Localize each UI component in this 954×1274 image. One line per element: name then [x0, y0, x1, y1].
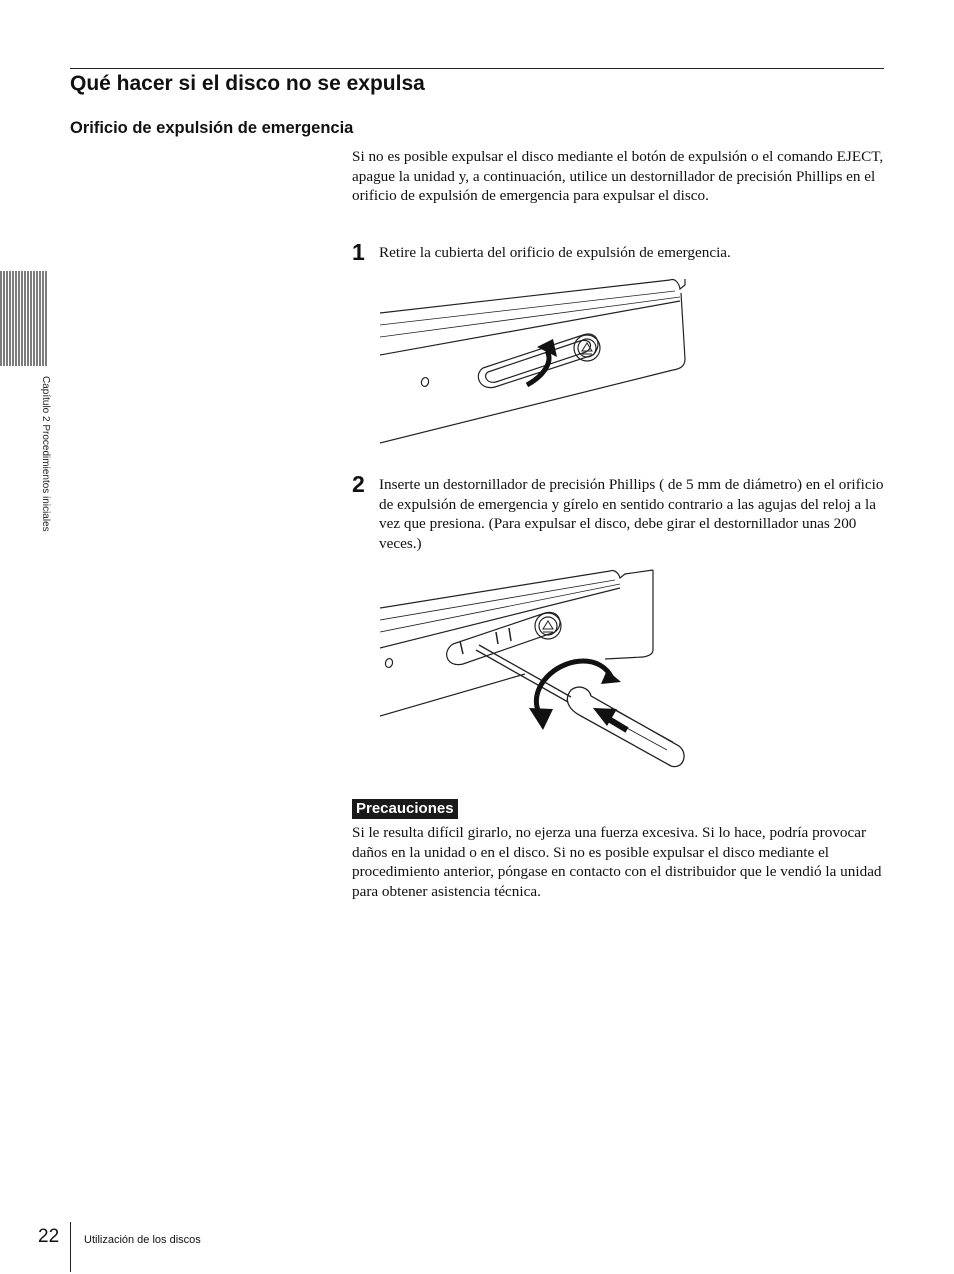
step-number: 2 — [352, 471, 365, 497]
header-rule — [70, 68, 884, 69]
step-text: Inserte un destornillador de precisión Phillips ( de 5 mm de diámetro) en el orificio de expulsión de emergencia y gírelo en sentido contrario a las agujas del reloj a la vez que presiona. (Para expulsar el disco, debe girar el destornillador unas 200 veces.) — [379, 476, 884, 552]
caution-text: Si le resulta difícil girarlo, no ejerza una fuerza excesiva. Si lo hace, podría provocar daños en la unidad o en el disco. Si no es posible expulsar el disco mediante el procedimiento anterior, póngase en contacto con el distribuidor que le vendió la unidad para obtener asistencia técnica. — [352, 824, 882, 900]
step-number: 1 — [352, 239, 365, 265]
subsection-title: Orificio de expulsión de emergencia — [70, 119, 354, 137]
page-number: 22 — [38, 1226, 60, 1247]
footer-rule — [70, 1222, 71, 1272]
step-text: Retire la cubierta del orificio de expulsión de emergencia. — [379, 244, 731, 261]
cover-removal-illustration — [375, 275, 695, 450]
step-2 — [352, 471, 887, 553]
intro-paragraph: Si no es posible expulsar el disco mediante el botón de expulsión o el comando EJECT, apague la unidad y, a continuación, utilice un destornillador de precisión Phillips en el orificio de expulsión de emergencia para expulsar el disco. — [352, 148, 884, 204]
caution-label: Precauciones — [352, 799, 458, 819]
step-1 — [352, 239, 887, 265]
chapter-thumb-tab — [0, 271, 48, 366]
section-title: Qué hacer si el disco no se expulsa — [70, 72, 425, 95]
footer-section-name: Utilización de los discos — [84, 1234, 201, 1246]
chapter-label: Capítulo 2 Procedimientos iniciales — [40, 376, 51, 532]
screwdriver-illustration — [375, 566, 695, 776]
